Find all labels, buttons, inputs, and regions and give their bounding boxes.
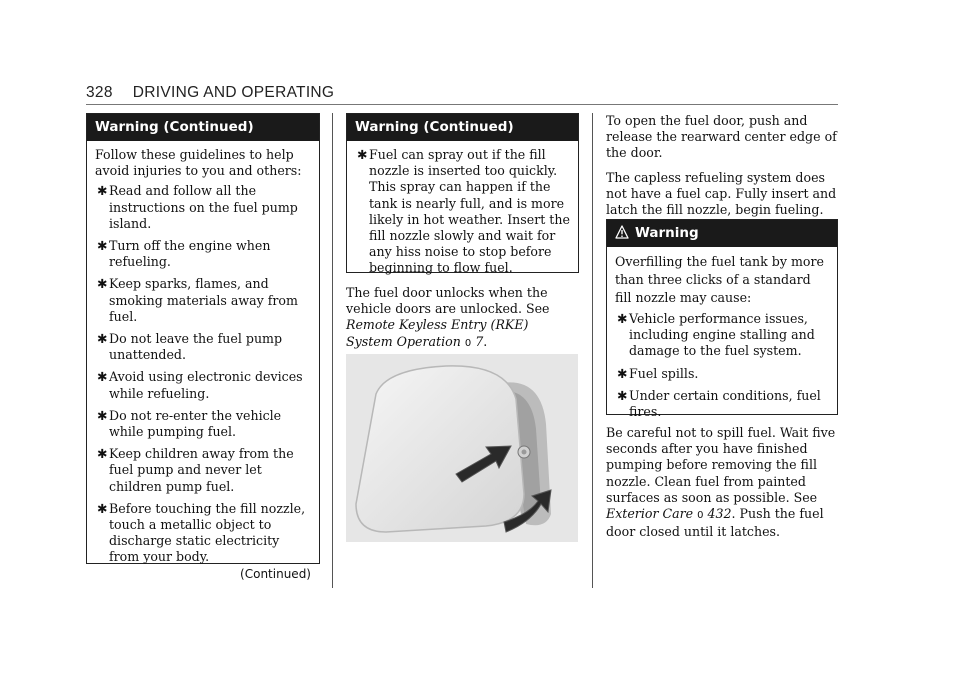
right-warning-header bbox=[607, 220, 837, 247]
page-number: 328 bbox=[86, 84, 113, 101]
bullet-text: Keep sparks, flames, and smoking materials away from fuel. bbox=[109, 276, 298, 324]
bullet-icon: ✱ bbox=[617, 387, 628, 403]
bullet-item bbox=[95, 369, 311, 401]
bullet-text: Fuel can spray out if the fill nozzle is inserted too quickly. This spray can happen if the tank is nearly full, and is more likely in hot weather. Insert the fill nozzle slowly and wait for any hiss noise to stop before beginning to flow fuel. bbox=[369, 147, 570, 276]
capless-paragraph: The capless refueling system does not have a fuel cap. Fully insert and latch the fill nozzle, begin fueling. bbox=[606, 169, 837, 218]
bullet-icon: ✱ bbox=[617, 311, 628, 326]
bullet-text: Keep children away from the fuel pump and never let children pump fuel. bbox=[109, 446, 294, 494]
bullet-icon: ✱ bbox=[617, 365, 628, 381]
fuel-door-illustration bbox=[346, 354, 578, 542]
rke-reference-page[interactable]: 7 bbox=[475, 333, 484, 349]
fuel-door-image bbox=[346, 354, 578, 542]
continued-label: (Continued) bbox=[240, 566, 311, 581]
right-warning-list bbox=[615, 311, 829, 420]
bullet-item bbox=[95, 408, 311, 440]
bullet-text: Turn off the engine when refueling. bbox=[109, 238, 271, 270]
page-ref-arrow: 0 bbox=[464, 337, 472, 349]
middle-warning-list bbox=[355, 147, 570, 277]
middle-warning-body bbox=[347, 141, 578, 289]
left-warning-box bbox=[86, 113, 320, 581]
bullet-item bbox=[615, 366, 829, 382]
column-divider-1 bbox=[332, 113, 333, 588]
bullet-item bbox=[355, 147, 570, 277]
bullet-icon: ✱ bbox=[97, 238, 108, 254]
open-door-paragraph: To open the fuel door, push and release the rearward center edge of the door. bbox=[606, 113, 837, 161]
right-warning-box bbox=[606, 219, 838, 420]
bullet-icon: ✱ bbox=[97, 446, 108, 462]
bullet-text: Under certain conditions, fuel fires. bbox=[629, 387, 821, 420]
bullet-icon: ✱ bbox=[97, 369, 108, 385]
column-divider-2 bbox=[592, 113, 593, 588]
bullet-icon: ✱ bbox=[357, 147, 368, 162]
left-warning-title: Warning (Continued) bbox=[87, 114, 319, 141]
bullet-item bbox=[615, 388, 829, 420]
exterior-care-link[interactable]: Exterior Care bbox=[606, 506, 694, 522]
left-warning-body bbox=[87, 141, 319, 588]
section-title: DRIVING AND OPERATING bbox=[132, 84, 335, 101]
bullet-icon: ✱ bbox=[97, 500, 108, 516]
bullet-icon: ✱ bbox=[97, 407, 108, 423]
bullet-text: Before touching the fill nozzle, touch a metallic object to discharge static electricity from your body. bbox=[109, 500, 306, 565]
bullet-item bbox=[95, 446, 311, 495]
bullet-icon: ✱ bbox=[97, 183, 108, 199]
middle-warning-title: Warning (Continued) bbox=[347, 114, 578, 141]
bullet-text: Fuel spills. bbox=[629, 365, 699, 381]
bullet-text: Vehicle performance issues, including engine stalling and damage to the fuel system. bbox=[629, 311, 815, 359]
fuel-door-unlock-paragraph bbox=[346, 285, 576, 352]
right-warning-title: Warning bbox=[635, 225, 699, 241]
latch-text: . Push the fuel door closed until it latches. bbox=[606, 506, 824, 540]
page-ref-arrow-2: 0 bbox=[697, 510, 704, 522]
fuel-door-unlock-text: The fuel door unlocks when the vehicle doors are unlocked. See bbox=[346, 285, 550, 317]
warning-icon bbox=[615, 225, 629, 239]
bullet-text: Do not leave the fuel pump unattended. bbox=[109, 331, 283, 363]
bullet-item bbox=[615, 311, 829, 360]
careful-text: Be careful not to spill fuel. Wait five seconds after you have finished pumping before removing the fill nozzle. Clean fuel from painted surfaces as soon as possible. See bbox=[606, 425, 836, 505]
rke-reference-end: . bbox=[483, 333, 488, 349]
left-warning-intro: Follow these guidelines to help avoid injuries to you and others: bbox=[95, 147, 302, 179]
bullet-text: Avoid using electronic devices while refueling. bbox=[109, 369, 303, 401]
middle-warning-box bbox=[346, 113, 579, 276]
bullet-item bbox=[95, 238, 311, 270]
page-header bbox=[86, 84, 334, 102]
bullet-item bbox=[95, 331, 311, 363]
bullet-icon: ✱ bbox=[97, 331, 108, 347]
rke-reference-link[interactable]: Remote Keyless Entry (RKE) System Operation bbox=[346, 317, 529, 349]
bullet-text: Read and follow all the instructions on the fuel pump island. bbox=[109, 183, 298, 231]
bullet-item bbox=[95, 276, 311, 325]
exterior-care-page[interactable]: 432 bbox=[707, 506, 732, 522]
right-warning-intro: Overfilling the fuel tank by more than three clicks of a standard fill nozzle may cause: bbox=[615, 254, 824, 305]
header-rule bbox=[86, 104, 838, 105]
bullet-item bbox=[95, 183, 311, 232]
bullet-text: Do not re-enter the vehicle while pumping fuel. bbox=[109, 407, 282, 440]
careful-paragraph bbox=[606, 425, 838, 540]
left-warning-list bbox=[95, 183, 311, 565]
open-fuel-door-text bbox=[606, 113, 838, 226]
right-warning-body bbox=[607, 247, 837, 432]
bullet-icon: ✱ bbox=[97, 276, 108, 292]
bullet-item bbox=[95, 501, 311, 566]
